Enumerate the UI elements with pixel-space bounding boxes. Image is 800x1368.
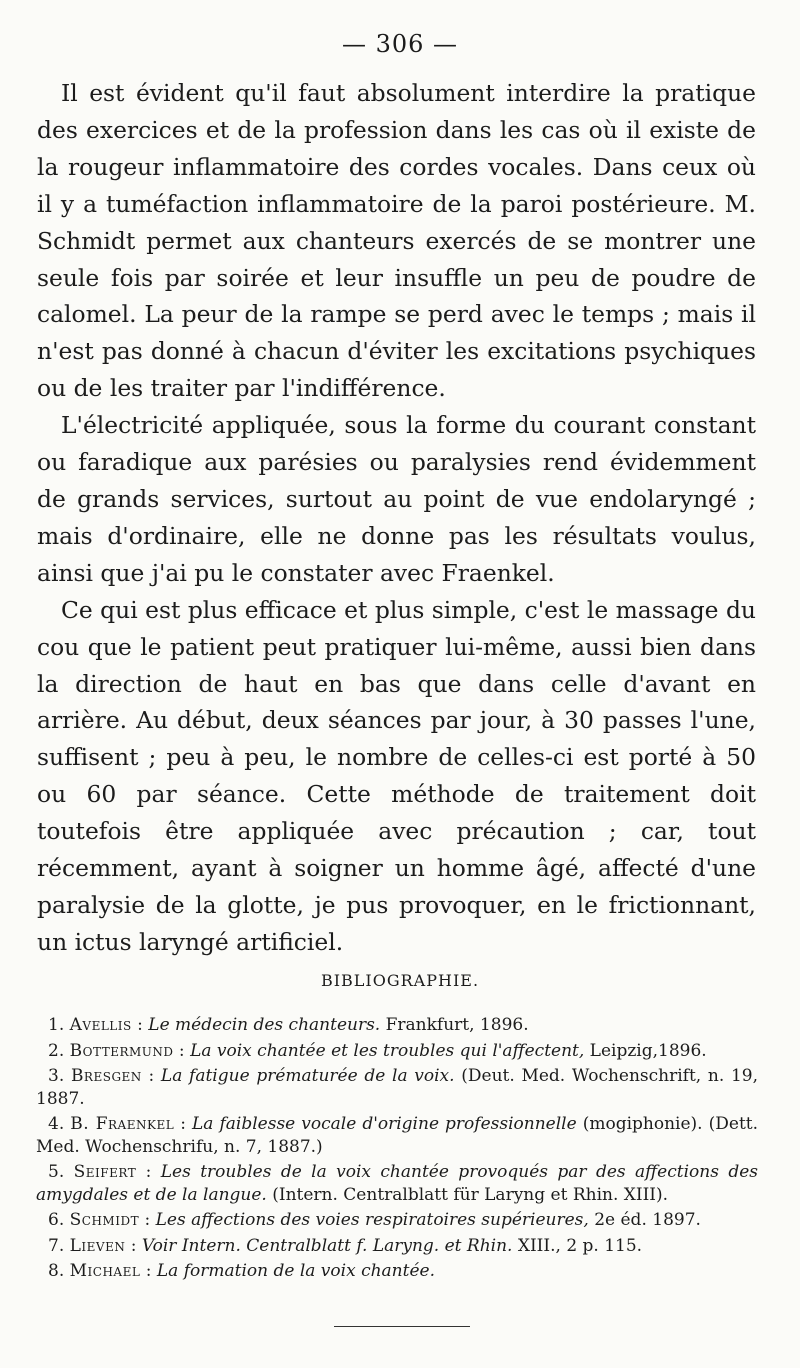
entry-author: Michael (69, 1261, 141, 1281)
entry-title: La formation de la voix chantée. (156, 1261, 435, 1281)
entry-details: XIII., 2 p. 115. (512, 1235, 643, 1256)
bibliography-entry (36, 1014, 758, 1037)
entry-separator: : (125, 1235, 142, 1256)
closing-rule (334, 1326, 470, 1327)
bibliography-heading: BIBLIOGRAPHIE. (320, 971, 480, 990)
entry-author: Bottermund (69, 1040, 174, 1061)
entry-separator: : (136, 1162, 161, 1182)
entry-details: Leipzig,1896. (584, 1040, 707, 1061)
entry-author: B. Fraenkel (70, 1114, 175, 1134)
entry-details: 2e éd. 1897. (588, 1210, 701, 1230)
bibliography-entry (36, 1040, 758, 1063)
entry-number: 8. (48, 1261, 65, 1281)
entry-separator: : (131, 1015, 149, 1035)
bibliography-entry (36, 1209, 758, 1232)
body-text (37, 75, 756, 961)
entry-author: Seifert (73, 1162, 137, 1182)
entry-separator: : (140, 1261, 157, 1281)
bibliography-entry (36, 1161, 758, 1206)
page-number: — 306 — (341, 30, 459, 58)
bibliography-entry (36, 1235, 758, 1258)
entry-separator: : (139, 1210, 156, 1230)
entry-author: Schmidt (69, 1210, 140, 1230)
entry-title: La faiblesse vocale d'origine professionnelle (192, 1114, 577, 1134)
entry-number: 4. (48, 1114, 65, 1134)
entry-details: (mogiphonie). (Dett. Med. Wochenschrifu, n. 7, 1887.) (36, 1114, 759, 1157)
bibliography-list (36, 1014, 758, 1286)
entry-title: La voix chantée et les troubles qui l'affectent, (190, 1040, 585, 1061)
paragraph-3: Ce qui est plus efficace et plus simple, c'est le massage du cou que le patient peut pratiquer lui-même, aussi bien dans la direction de haut en bas que dans celle d'avant en arrière. Au début, deux séances par jour, à 30 passes l'une, suffisent ; peu à peu, le nombre de celles-ci est porté à 50 ou 60 par séance. Cette méthode de traitement doit toutefois être appliquée avec précaution ; car, tout récemment, ayant à soigner un homme âgé, affecté d'une paralysie de la glotte, je pus provoquer, en le frictionnant, un ictus laryngé artificiel. (37, 595, 756, 956)
entry-title: Voir Intern. Centralblatt f. Laryng. et Rhin. (141, 1235, 513, 1256)
entry-title: Les troubles de la voix chantée provoqués par des affections des amygdales et de la langue. (36, 1162, 759, 1205)
entry-number: 3. (48, 1066, 65, 1086)
paragraph-1: Il est évident qu'il faut absolument interdire la pratique des exercices et de la profession dans les cas où il existe de la rougeur inflammatoire des cordes vocales. Dans ceux où il y a tuméfaction inflammatoire de la paroi postérieure. M. Schmidt permet aux chanteurs exercés de se montrer une seule fois par soirée et leur insuffle un peu de poudre de calomel. La peur de la rampe se perd avec le temps ; mais il n'est pas donné à chacun d'éviter les excitations psychiques ou de les traiter par l'indifférence. (37, 79, 756, 403)
entry-number: 2. (48, 1040, 65, 1061)
entry-title: Les affections des voies respiratoires supérieures, (155, 1210, 589, 1230)
entry-number: 6. (48, 1210, 65, 1230)
entry-details: (Deut. Med. Wochenschrift, n. 19, 1887. (36, 1066, 758, 1109)
entry-title: Le médecin des chanteurs. (148, 1015, 381, 1035)
entry-details: (Intern. Centralblatt für Laryng et Rhin. XIII). (266, 1184, 669, 1205)
entry-separator: : (174, 1114, 193, 1134)
entry-separator: : (173, 1040, 191, 1061)
bibliography-entry (36, 1260, 758, 1283)
entry-separator: : (141, 1066, 161, 1086)
entry-author: Lieven (69, 1235, 126, 1256)
entry-details: Frankfurt, 1896. (380, 1015, 529, 1035)
entry-number: 5. (48, 1162, 65, 1182)
paragraph-2: L'électricité appliquée, sous la forme du courant constant ou faradique aux parésies ou paralysies rend évidemment de grands services, surtout au point de vue endolaryngé ; mais d'ordinaire, elle ne donne pas les résultats voulus, ainsi que j'ai pu le constater avec Fraenkel. (37, 411, 756, 587)
entry-author: Bresgen (70, 1066, 142, 1086)
entry-number: 7. (48, 1235, 65, 1256)
entry-author: Avellis (69, 1015, 132, 1035)
bibliography-entry (36, 1065, 758, 1110)
entry-number: 1. (48, 1015, 65, 1035)
entry-title: La fatigue prématurée de la voix. (160, 1066, 455, 1086)
bibliography-entry (36, 1113, 758, 1158)
